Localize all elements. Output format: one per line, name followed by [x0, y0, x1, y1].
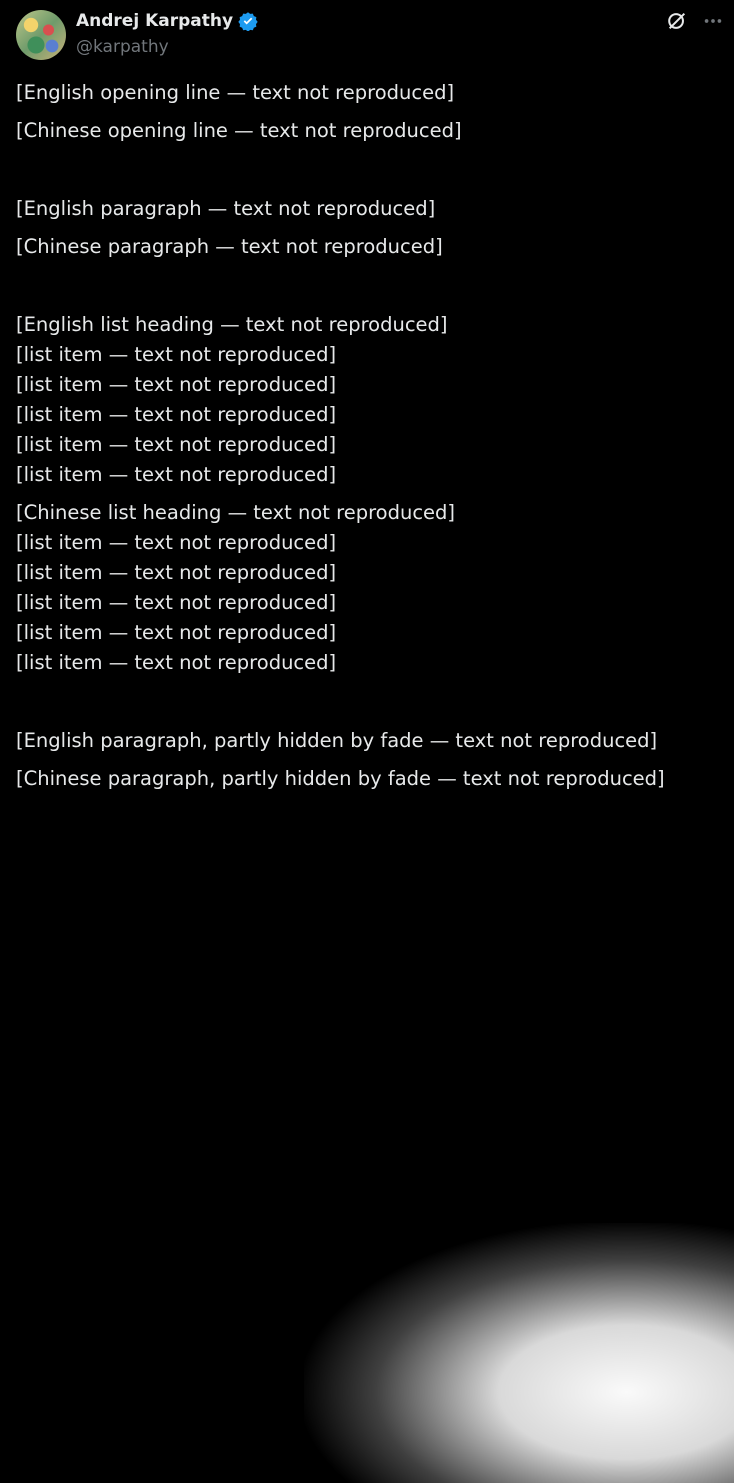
intro-en: [English opening line — text not reproduced]: [16, 81, 455, 104]
paragraph-2-zh: [Chinese paragraph, partly hidden by fade — text not reproduced]: [16, 767, 665, 790]
list-item: [list item — text not reproduced]: [16, 433, 337, 456]
list-item: [list item — text not reproduced]: [16, 591, 337, 614]
grok-icon[interactable]: [666, 10, 688, 32]
list-zh: [16, 498, 720, 678]
list-en: [16, 310, 720, 490]
more-icon[interactable]: [702, 10, 724, 32]
paragraph-1-zh: [Chinese paragraph — text not reproduced]: [16, 235, 443, 258]
paragraph-1-en: [English paragraph — text not reproduced]: [16, 197, 436, 220]
list-item: [list item — text not reproduced]: [16, 343, 337, 366]
overlay-fade: [304, 1223, 734, 1483]
list-item: [list item — text not reproduced]: [16, 621, 337, 644]
header-actions: [666, 10, 724, 32]
author-name[interactable]: Andrej Karpathy: [76, 11, 234, 31]
list-en-heading: [English list heading — text not reproduced]: [16, 313, 448, 336]
list-item: [list item — text not reproduced]: [16, 403, 337, 426]
list-item: [list item — text not reproduced]: [16, 463, 337, 486]
intro-zh: [Chinese opening line — text not reproduced]: [16, 119, 462, 142]
list-item: [list item — text not reproduced]: [16, 373, 337, 396]
list-item: [list item — text not reproduced]: [16, 531, 337, 554]
list-zh-heading: [Chinese list heading — text not reproduced]: [16, 501, 456, 524]
post-header: [16, 10, 724, 62]
author-handle[interactable]: @karpathy: [76, 37, 169, 57]
paragraph-2-en: [English paragraph, partly hidden by fade — text not reproduced]: [16, 729, 658, 752]
post-body: [16, 78, 720, 802]
avatar[interactable]: [16, 10, 66, 60]
list-item: [list item — text not reproduced]: [16, 561, 337, 584]
list-item: [list item — text not reproduced]: [16, 651, 337, 674]
verified-badge-icon: [238, 11, 258, 31]
author-name-row: [76, 10, 258, 32]
